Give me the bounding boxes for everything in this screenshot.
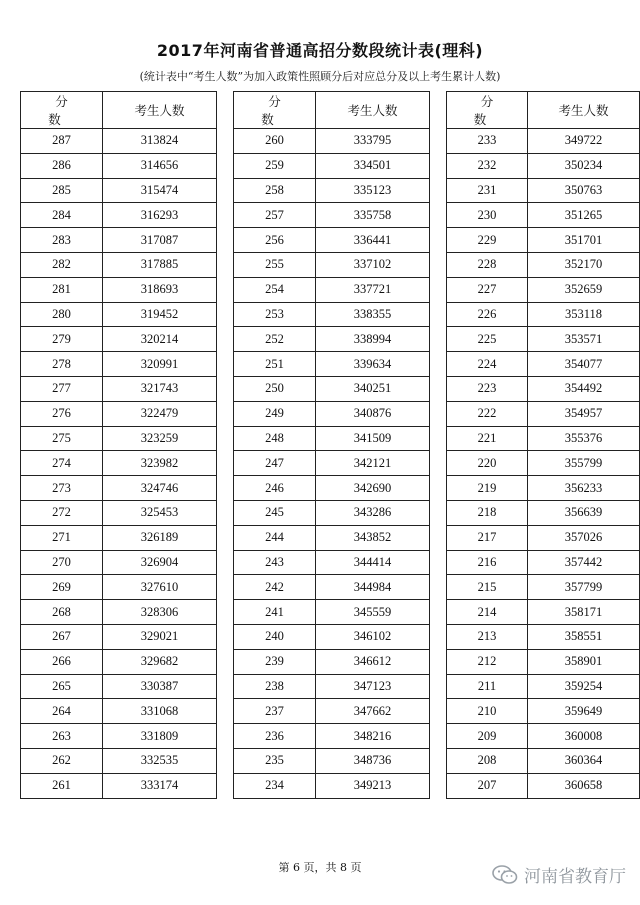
score-cell: 240 xyxy=(234,624,316,649)
count-cell: 329682 xyxy=(103,649,217,674)
count-cell: 326189 xyxy=(103,525,217,550)
score-cell: 269 xyxy=(21,575,103,600)
table-row xyxy=(234,153,430,178)
count-cell: 340876 xyxy=(316,401,430,426)
count-cell: 338355 xyxy=(316,302,430,327)
table-row xyxy=(234,302,430,327)
count-cell: 334501 xyxy=(316,153,430,178)
count-cell: 353118 xyxy=(527,302,639,327)
score-cell: 242 xyxy=(234,575,316,600)
table-row xyxy=(21,153,217,178)
count-cell: 345559 xyxy=(316,600,430,625)
table-row xyxy=(21,426,217,451)
score-cell: 248 xyxy=(234,426,316,451)
score-cell: 257 xyxy=(234,203,316,228)
score-cell: 234 xyxy=(234,773,316,798)
table-row xyxy=(234,674,430,699)
table-row xyxy=(447,302,640,327)
score-cell: 271 xyxy=(21,525,103,550)
count-cell: 340251 xyxy=(316,376,430,401)
table-row xyxy=(21,451,217,476)
table-row xyxy=(21,178,217,203)
score-cell: 253 xyxy=(234,302,316,327)
table-row xyxy=(234,724,430,749)
table-row xyxy=(447,277,640,302)
table-row xyxy=(234,178,430,203)
score-cell: 238 xyxy=(234,674,316,699)
score-table-1 xyxy=(20,91,217,799)
count-cell: 347662 xyxy=(316,699,430,724)
count-cell: 326904 xyxy=(103,550,217,575)
count-header: 考生人数 xyxy=(527,92,639,129)
table-row xyxy=(234,550,430,575)
count-cell: 353571 xyxy=(527,327,639,352)
score-cell: 216 xyxy=(447,550,528,575)
score-cell: 287 xyxy=(21,129,103,154)
count-cell: 360658 xyxy=(527,773,639,798)
count-cell: 323982 xyxy=(103,451,217,476)
score-cell: 284 xyxy=(21,203,103,228)
table-row xyxy=(234,376,430,401)
count-cell: 348216 xyxy=(316,724,430,749)
table-row xyxy=(234,649,430,674)
count-cell: 358551 xyxy=(527,624,639,649)
score-cell: 241 xyxy=(234,600,316,625)
table-row xyxy=(447,252,640,277)
score-cell: 246 xyxy=(234,476,316,501)
count-cell: 358901 xyxy=(527,649,639,674)
count-cell: 336441 xyxy=(316,228,430,253)
table-row xyxy=(234,327,430,352)
table-row xyxy=(234,575,430,600)
score-cell: 224 xyxy=(447,352,528,377)
count-cell: 342121 xyxy=(316,451,430,476)
score-cell: 250 xyxy=(234,376,316,401)
count-cell: 322479 xyxy=(103,401,217,426)
table-row xyxy=(21,228,217,253)
table-row xyxy=(21,550,217,575)
count-cell: 351701 xyxy=(527,228,639,253)
table-row xyxy=(234,352,430,377)
count-cell: 343852 xyxy=(316,525,430,550)
score-cell: 225 xyxy=(447,327,528,352)
watermark xyxy=(492,862,626,887)
table-row xyxy=(21,624,217,649)
table-row xyxy=(21,724,217,749)
score-cell: 213 xyxy=(447,624,528,649)
score-cell: 209 xyxy=(447,724,528,749)
count-cell: 317087 xyxy=(103,228,217,253)
table-row xyxy=(447,649,640,674)
count-cell: 350763 xyxy=(527,178,639,203)
count-cell: 350234 xyxy=(527,153,639,178)
table-row xyxy=(234,624,430,649)
table-row xyxy=(21,277,217,302)
count-cell: 330387 xyxy=(103,674,217,699)
count-cell: 355799 xyxy=(527,451,639,476)
table-row xyxy=(21,401,217,426)
score-cell: 221 xyxy=(447,426,528,451)
count-cell: 341509 xyxy=(316,426,430,451)
count-cell: 360008 xyxy=(527,724,639,749)
table-row xyxy=(21,327,217,352)
score-table-2 xyxy=(233,91,430,799)
count-cell: 314656 xyxy=(103,153,217,178)
table-row xyxy=(21,376,217,401)
count-cell: 327610 xyxy=(103,575,217,600)
score-cell: 218 xyxy=(447,500,528,525)
count-cell: 352659 xyxy=(527,277,639,302)
table-row xyxy=(21,748,217,773)
score-cell: 283 xyxy=(21,228,103,253)
table-row xyxy=(21,773,217,798)
table-row xyxy=(234,129,430,154)
table-row xyxy=(234,525,430,550)
score-cell: 251 xyxy=(234,352,316,377)
table-row xyxy=(447,129,640,154)
table-row xyxy=(447,327,640,352)
table-row xyxy=(234,203,430,228)
table-row xyxy=(234,748,430,773)
count-cell: 324746 xyxy=(103,476,217,501)
score-cell: 273 xyxy=(21,476,103,501)
table-row xyxy=(447,401,640,426)
score-cell: 208 xyxy=(447,748,528,773)
score-cell: 222 xyxy=(447,401,528,426)
count-cell: 320991 xyxy=(103,352,217,377)
count-cell: 352170 xyxy=(527,252,639,277)
score-cell: 254 xyxy=(234,277,316,302)
table-row xyxy=(447,550,640,575)
count-cell: 323259 xyxy=(103,426,217,451)
wechat-icon xyxy=(492,865,518,885)
table-row xyxy=(234,401,430,426)
count-cell: 316293 xyxy=(103,203,217,228)
table-row xyxy=(21,129,217,154)
count-cell: 359254 xyxy=(527,674,639,699)
table-row xyxy=(447,748,640,773)
score-cell: 237 xyxy=(234,699,316,724)
score-cell: 280 xyxy=(21,302,103,327)
page-subtitle: (统计表中“考生人数”为加入政策性照顾分后对应总分及以上考生累计人数) xyxy=(139,70,501,83)
score-cell: 232 xyxy=(447,153,528,178)
count-cell: 349213 xyxy=(316,773,430,798)
score-cell: 220 xyxy=(447,451,528,476)
count-cell: 333795 xyxy=(316,129,430,154)
score-cell: 286 xyxy=(21,153,103,178)
count-cell: 337721 xyxy=(316,277,430,302)
score-cell: 258 xyxy=(234,178,316,203)
count-header: 考生人数 xyxy=(316,92,430,129)
score-cell: 263 xyxy=(21,724,103,749)
table-row xyxy=(447,699,640,724)
score-cell: 275 xyxy=(21,426,103,451)
score-cell: 207 xyxy=(447,773,528,798)
score-cell: 230 xyxy=(447,203,528,228)
count-cell: 325453 xyxy=(103,500,217,525)
table-row xyxy=(21,600,217,625)
table-row xyxy=(21,649,217,674)
count-cell: 339634 xyxy=(316,352,430,377)
count-cell: 321743 xyxy=(103,376,217,401)
score-cell: 223 xyxy=(447,376,528,401)
score-cell: 259 xyxy=(234,153,316,178)
count-cell: 346102 xyxy=(316,624,430,649)
score-cell: 277 xyxy=(21,376,103,401)
score-cell: 236 xyxy=(234,724,316,749)
score-cell: 272 xyxy=(21,500,103,525)
table-row xyxy=(234,699,430,724)
score-cell: 243 xyxy=(234,550,316,575)
table-row xyxy=(21,302,217,327)
score-cell: 233 xyxy=(447,129,528,154)
score-cell: 228 xyxy=(447,252,528,277)
table-row xyxy=(447,228,640,253)
table-row xyxy=(21,203,217,228)
count-cell: 356639 xyxy=(527,500,639,525)
table-row xyxy=(21,352,217,377)
score-cell: 212 xyxy=(447,649,528,674)
count-cell: 356233 xyxy=(527,476,639,501)
score-cell: 249 xyxy=(234,401,316,426)
score-cell: 245 xyxy=(234,500,316,525)
table-row xyxy=(447,352,640,377)
table-row xyxy=(21,476,217,501)
count-cell: 313824 xyxy=(103,129,217,154)
count-cell: 360364 xyxy=(527,748,639,773)
score-cell: 270 xyxy=(21,550,103,575)
table-row xyxy=(21,525,217,550)
table-row xyxy=(21,575,217,600)
count-cell: 337102 xyxy=(316,252,430,277)
score-table-3 xyxy=(446,91,640,799)
score-cell: 264 xyxy=(21,699,103,724)
score-cell: 226 xyxy=(447,302,528,327)
count-cell: 347123 xyxy=(316,674,430,699)
count-cell: 359649 xyxy=(527,699,639,724)
table-row xyxy=(447,525,640,550)
count-cell: 331068 xyxy=(103,699,217,724)
count-cell: 344984 xyxy=(316,575,430,600)
count-cell: 358171 xyxy=(527,600,639,625)
score-cell: 215 xyxy=(447,575,528,600)
table-row xyxy=(447,500,640,525)
page-title: 2017年河南省普通高招分数段统计表(理科) xyxy=(156,41,484,60)
count-cell: 317885 xyxy=(103,252,217,277)
table-row xyxy=(447,203,640,228)
count-cell: 357799 xyxy=(527,575,639,600)
count-cell: 354492 xyxy=(527,376,639,401)
table-row xyxy=(21,252,217,277)
score-header: 分 数 xyxy=(447,92,528,129)
score-cell: 210 xyxy=(447,699,528,724)
count-cell: 333174 xyxy=(103,773,217,798)
score-cell: 227 xyxy=(447,277,528,302)
count-cell: 348736 xyxy=(316,748,430,773)
count-cell: 357026 xyxy=(527,525,639,550)
score-cell: 276 xyxy=(21,401,103,426)
score-cell: 266 xyxy=(21,649,103,674)
score-cell: 262 xyxy=(21,748,103,773)
count-cell: 329021 xyxy=(103,624,217,649)
table-row xyxy=(447,426,640,451)
score-cell: 229 xyxy=(447,228,528,253)
count-cell: 332535 xyxy=(103,748,217,773)
score-cell: 252 xyxy=(234,327,316,352)
table-row xyxy=(447,451,640,476)
score-cell: 247 xyxy=(234,451,316,476)
score-cell: 211 xyxy=(447,674,528,699)
count-cell: 354957 xyxy=(527,401,639,426)
table-row xyxy=(447,476,640,501)
table-row xyxy=(447,624,640,649)
table-row xyxy=(447,178,640,203)
score-cell: 256 xyxy=(234,228,316,253)
score-cell: 279 xyxy=(21,327,103,352)
score-cell: 282 xyxy=(21,252,103,277)
table-row xyxy=(234,252,430,277)
table-row xyxy=(234,600,430,625)
score-cell: 267 xyxy=(21,624,103,649)
count-cell: 328306 xyxy=(103,600,217,625)
score-cell: 278 xyxy=(21,352,103,377)
score-cell: 255 xyxy=(234,252,316,277)
table-row xyxy=(447,773,640,798)
score-cell: 265 xyxy=(21,674,103,699)
score-cell: 219 xyxy=(447,476,528,501)
table-row xyxy=(234,277,430,302)
table-row xyxy=(21,500,217,525)
table-row xyxy=(447,575,640,600)
count-cell: 319452 xyxy=(103,302,217,327)
count-cell: 354077 xyxy=(527,352,639,377)
count-cell: 331809 xyxy=(103,724,217,749)
count-cell: 335123 xyxy=(316,178,430,203)
table-row xyxy=(234,426,430,451)
score-cell: 261 xyxy=(21,773,103,798)
table-row xyxy=(447,153,640,178)
table-row xyxy=(234,228,430,253)
score-cell: 231 xyxy=(447,178,528,203)
count-cell: 351265 xyxy=(527,203,639,228)
score-cell: 285 xyxy=(21,178,103,203)
table-row xyxy=(234,451,430,476)
score-cell: 244 xyxy=(234,525,316,550)
table-row xyxy=(234,773,430,798)
count-cell: 315474 xyxy=(103,178,217,203)
table-row xyxy=(234,476,430,501)
count-cell: 344414 xyxy=(316,550,430,575)
score-cell: 235 xyxy=(234,748,316,773)
score-header: 分 数 xyxy=(21,92,103,129)
table-row xyxy=(447,376,640,401)
table-row xyxy=(234,500,430,525)
count-cell: 342690 xyxy=(316,476,430,501)
watermark-text: 河南省教育厅 xyxy=(524,867,626,887)
score-cell: 281 xyxy=(21,277,103,302)
score-header: 分 数 xyxy=(234,92,316,129)
count-header: 考生人数 xyxy=(103,92,217,129)
count-cell: 355376 xyxy=(527,426,639,451)
count-cell: 335758 xyxy=(316,203,430,228)
table-row xyxy=(447,674,640,699)
count-cell: 320214 xyxy=(103,327,217,352)
count-cell: 357442 xyxy=(527,550,639,575)
table-row xyxy=(21,674,217,699)
count-cell: 343286 xyxy=(316,500,430,525)
table-row xyxy=(21,699,217,724)
score-cell: 274 xyxy=(21,451,103,476)
page-footer: 第 6 页，共 8 页 xyxy=(278,861,362,874)
count-cell: 338994 xyxy=(316,327,430,352)
score-cell: 239 xyxy=(234,649,316,674)
table-row xyxy=(447,600,640,625)
count-cell: 346612 xyxy=(316,649,430,674)
table-row xyxy=(447,724,640,749)
score-cell: 268 xyxy=(21,600,103,625)
score-cell: 214 xyxy=(447,600,528,625)
count-cell: 318693 xyxy=(103,277,217,302)
count-cell: 349722 xyxy=(527,129,639,154)
score-cell: 260 xyxy=(234,129,316,154)
score-cell: 217 xyxy=(447,525,528,550)
